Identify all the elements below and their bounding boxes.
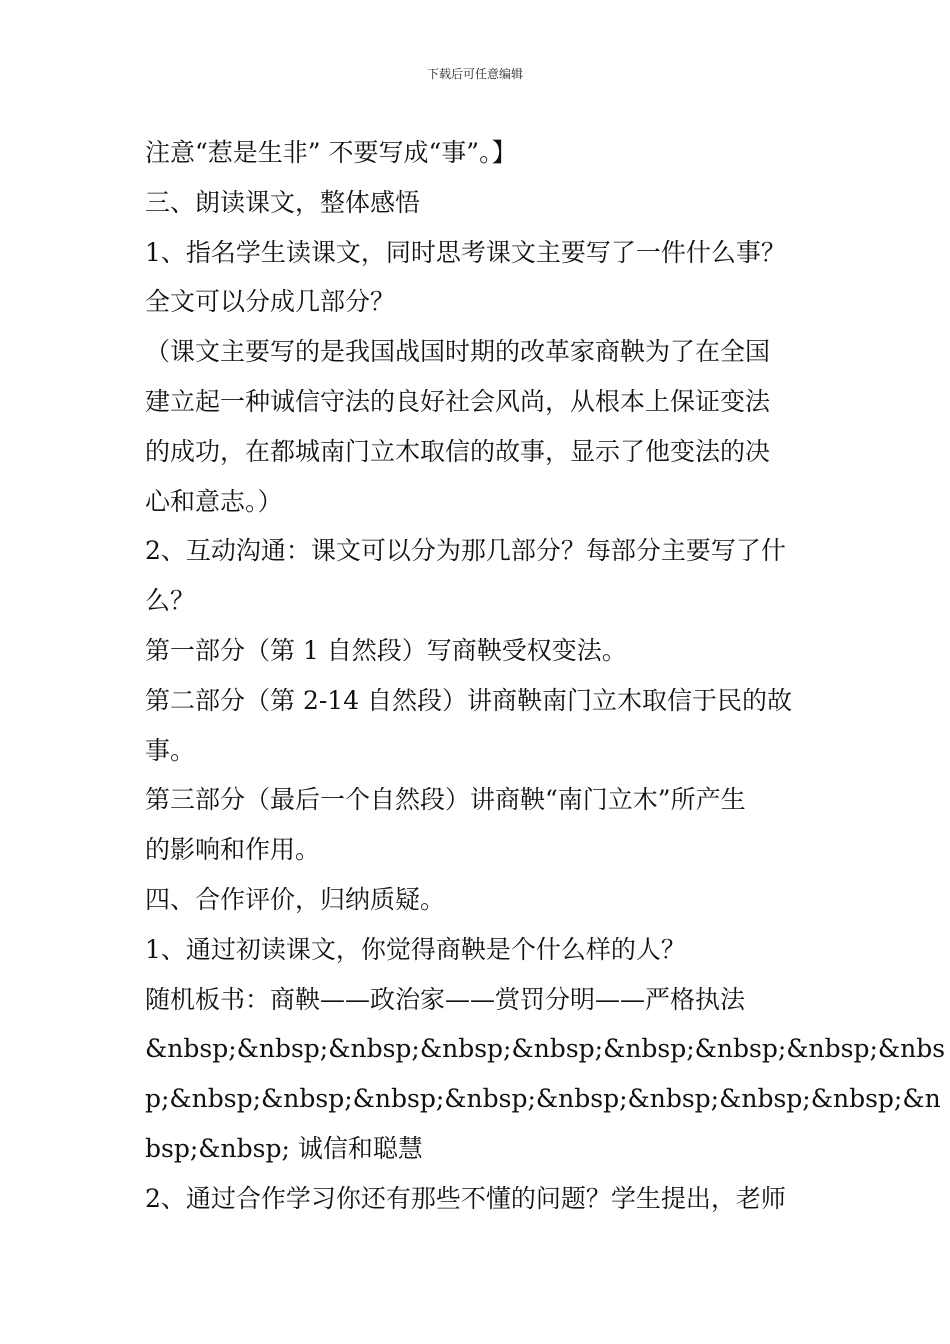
text-line: （课文主要写的是我国战国时期的改革家商鞅为了在全国: [145, 337, 771, 367]
section-heading: 三、朗读课文，整体感悟: [145, 187, 421, 217]
text-line: p;&nbsp;&nbsp;&nbsp;&nbsp;&nbsp;&nbsp;&nbsp;&nbsp;&n: [145, 1084, 941, 1114]
text-line: 的成功，在都城南门立木取信的故事，显示了他变法的决: [145, 436, 771, 466]
text-line: 么？: [145, 586, 196, 616]
text-line: 事。: [145, 735, 196, 765]
text-line: 全文可以分成几部分？: [145, 287, 396, 317]
text-line: 心和意志。）: [145, 486, 283, 516]
text-line: 建立起一种诚信守法的良好社会风尚，从根本上保证变法: [145, 386, 771, 416]
text-line: 第二部分（第 2-14 自然段）讲商鞅南门立木取信于民的故: [145, 685, 793, 715]
text-line: 随机板书：商鞅——政治家——赏罚分明——严格执法: [145, 984, 746, 1014]
text-line: &nbsp;&nbsp;&nbsp;&nbsp;&nbsp;&nbsp;&nbsp;&nbsp;&nbs: [145, 1034, 946, 1064]
document-body: [145, 128, 946, 1224]
text-line: 2、通过合作学习你还有那些不懂的问题？学生提出，老师: [145, 1183, 786, 1213]
text-line: 1、指名学生读课文，同时思考课文主要写了一件什么事？: [145, 237, 786, 267]
section-heading: 四、合作评价，归纳质疑。: [145, 884, 446, 914]
text-line: 的影响和作用。: [145, 835, 321, 865]
text-line: 2、互动沟通：课文可以分为那几部分？每部分主要写了什: [145, 536, 786, 566]
text-line: bsp;&nbsp; 诚信和聪慧: [145, 1133, 423, 1163]
page-header: 下载后可任意编辑: [426, 67, 523, 81]
text-line: 1、通过初读课文，你觉得商鞅是个什么样的人？: [145, 934, 686, 964]
text-line: 注意“惹是生非” 不要写成“事”。】: [145, 138, 517, 167]
text-line: 第一部分（第 1 自然段）写商鞅受权变法。: [145, 635, 627, 665]
text-line: 第三部分（最后一个自然段）讲商鞅“南门立木”所产生: [145, 785, 746, 815]
